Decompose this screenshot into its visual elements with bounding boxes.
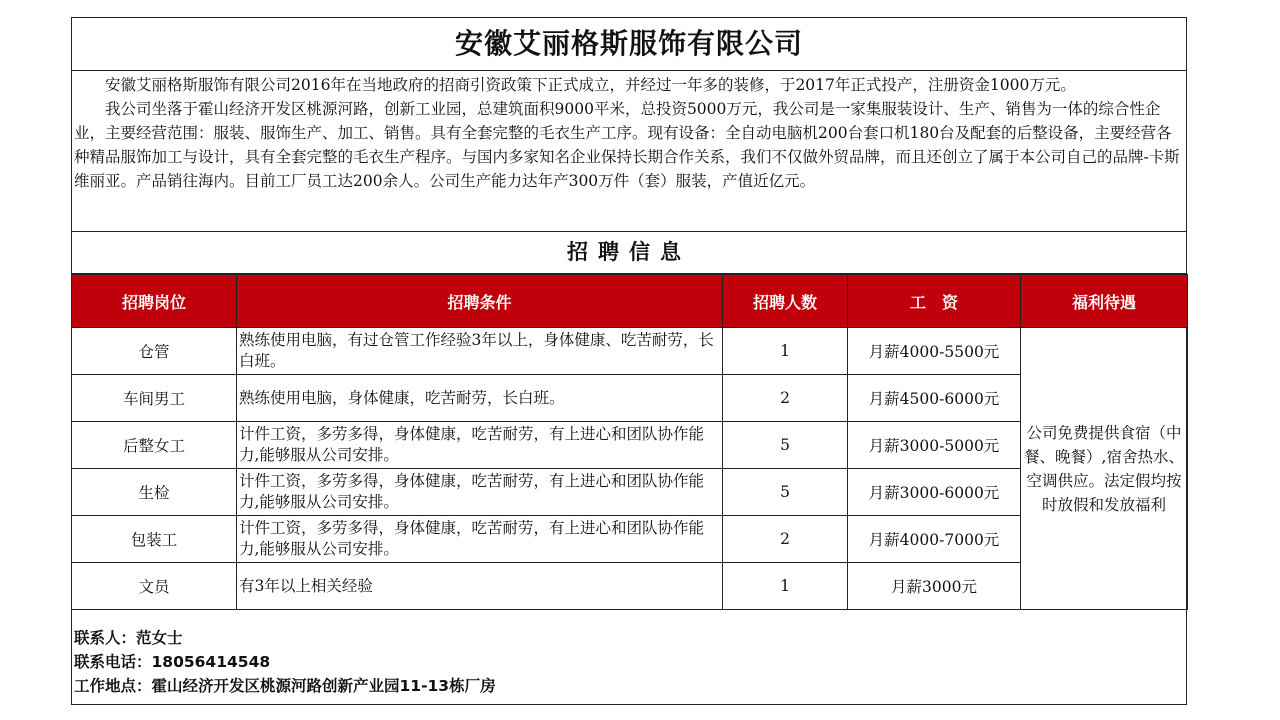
salary-cell: 月薪4000-7000元 bbox=[848, 516, 1021, 563]
contact-block bbox=[74, 626, 496, 698]
position-cell: 包装工 bbox=[72, 516, 237, 563]
header-position: 招聘岗位 bbox=[72, 275, 237, 328]
salary-cell: 月薪3000元 bbox=[848, 563, 1021, 610]
recruitment-table bbox=[71, 274, 1188, 610]
count-cell: 2 bbox=[723, 516, 848, 563]
company-intro bbox=[72, 71, 1186, 232]
table-row bbox=[72, 516, 1188, 563]
requirement-cell: 熟练使用电脑，有过仓管工作经验3年以上，身体健康、吃苦耐劳，长白班。 bbox=[237, 328, 723, 375]
salary-cell: 月薪3000-5000元 bbox=[848, 422, 1021, 469]
header-benefits: 福利待遇 bbox=[1021, 275, 1188, 328]
count-cell: 1 bbox=[723, 328, 848, 375]
header-salary: 工 资 bbox=[848, 275, 1021, 328]
section-title: 招聘信息 bbox=[72, 232, 1186, 274]
table-row bbox=[72, 422, 1188, 469]
requirement-cell: 计件工资，多劳多得，身体健康，吃苦耐劳，有上进心和团队协作能力,能够服从公司安排。 bbox=[237, 469, 723, 516]
header-requirement: 招聘条件 bbox=[237, 275, 723, 328]
requirement-cell: 计件工资，多劳多得，身体健康，吃苦耐劳，有上进心和团队协作能力,能够服从公司安排。 bbox=[237, 516, 723, 563]
contact-phone: 联系电话：18056414548 bbox=[74, 653, 271, 671]
work-address: 工作地点：霍山经济开发区桃源河路创新产业园11-13栋厂房 bbox=[74, 677, 496, 695]
salary-cell: 月薪4500-6000元 bbox=[848, 375, 1021, 422]
position-cell: 后整女工 bbox=[72, 422, 237, 469]
salary-cell: 月薪3000-6000元 bbox=[848, 469, 1021, 516]
benefits-cell: 公司免费提供食宿（中餐、晚餐）,宿舍热水、空调供应。法定假均按时放假和发放福利 bbox=[1021, 328, 1188, 610]
table-row bbox=[72, 375, 1188, 422]
intro-paragraph-2: 我公司坐落于霍山经济开发区桃源河路，创新工业园，总建筑面积9000平米，总投资5000万元，我公司是一家集服装设计、生产、销售为一体的综合性企业，主要经营范围：服装、服饰生产、加工、销售。具有全套完整的毛衣生产工序。现有设备：全自动电脑机200台套口机180台及配套的后整设备，主要经营各种精品服饰加工与设计，具有全套完整的毛衣生产程序。与国内多家知名企业保持长期合作关系，我们不仅做外贸品牌，而且还创立了属于本公司自己的品牌-卡斯维丽亚。产品销往海内。目前工厂员工达200余人。公司生产能力达年产300万件（套）服装，产值近亿元。 bbox=[74, 100, 1180, 190]
count-cell: 5 bbox=[723, 469, 848, 516]
header-count: 招聘人数 bbox=[723, 275, 848, 328]
requirement-cell: 有3年以上相关经验 bbox=[237, 563, 723, 610]
table-row bbox=[72, 469, 1188, 516]
intro-paragraph-1: 安徽艾丽格斯服饰有限公司2016年在当地政府的招商引资政策下正式成立，并经过一年多的装修，于2017年正式投产，注册资金1000万元。 bbox=[105, 76, 1076, 94]
position-cell: 文员 bbox=[72, 563, 237, 610]
table-header-row bbox=[72, 275, 1188, 328]
position-cell: 仓管 bbox=[72, 328, 237, 375]
count-cell: 5 bbox=[723, 422, 848, 469]
table-row bbox=[72, 563, 1188, 610]
company-title: 安徽艾丽格斯服饰有限公司 bbox=[72, 18, 1186, 71]
requirement-cell: 计件工资，多劳多得，身体健康，吃苦耐劳，有上进心和团队协作能力,能够服从公司安排。 bbox=[237, 422, 723, 469]
count-cell: 1 bbox=[723, 563, 848, 610]
table-row bbox=[72, 328, 1188, 375]
count-cell: 2 bbox=[723, 375, 848, 422]
recruitment-sheet bbox=[71, 17, 1187, 705]
position-cell: 生检 bbox=[72, 469, 237, 516]
requirement-cell: 熟练使用电脑，身体健康，吃苦耐劳，长白班。 bbox=[237, 375, 723, 422]
contact-person: 联系人：范女士 bbox=[74, 629, 183, 647]
position-cell: 车间男工 bbox=[72, 375, 237, 422]
salary-cell: 月薪4000-5500元 bbox=[848, 328, 1021, 375]
